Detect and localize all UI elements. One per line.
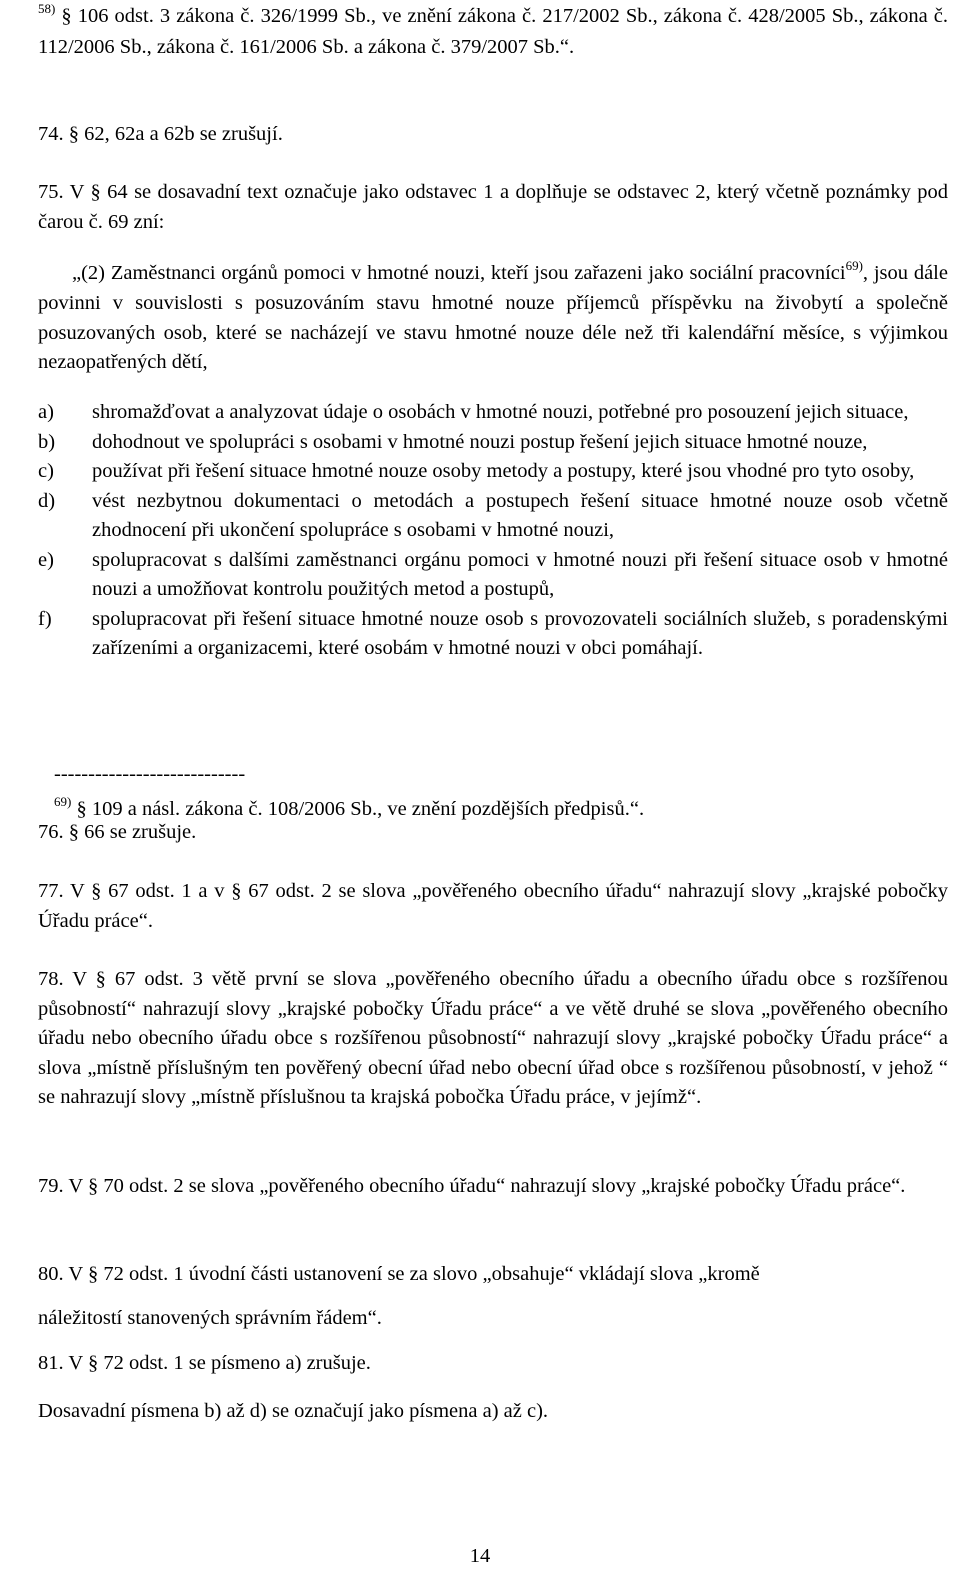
list-item-a <box>38 398 948 428</box>
list-label: c) <box>38 460 54 482</box>
quoted-paragraph <box>38 238 948 664</box>
point-76 <box>38 818 948 848</box>
quoted-intro-start: „(2) Zaměstnanci orgánů pomoci v hmotné nouzi, kteří jsou zařazeni jako sociální pracovníci <box>72 261 846 284</box>
list-item-f <box>38 605 948 664</box>
footnote-marker: 69) <box>54 794 72 809</box>
footnote-text: § 106 odst. 3 zákona č. 326/1999 Sb., ve znění zákona č. 217/2002 Sb., zákona č. 428/2005 Sb., zákona č. 112/2006 Sb., zákona č. 161/2006 Sb. a zákona č. 379/2007 Sb.“. <box>38 5 948 58</box>
list-text: spolupracovat s dalšími zaměstnanci orgánu pomoci v hmotné nouzi při řešení situace osob v hmotné nouzi a umožňovat kontrolu použitých metod a postupů, <box>92 548 948 600</box>
point-79-text: 79. V § 70 odst. 2 se slova „pověřeného obecního úřadu“ nahrazují slovy „krajské pobočky Úřadu práce“. <box>38 1175 906 1197</box>
point-80-line2: náležitostí stanovených správním řádem“. <box>38 1306 382 1329</box>
list-item-b <box>38 428 948 458</box>
list-label: a) <box>38 401 54 423</box>
list-text: vést nezbytnou dokumentaci o metodách a postupech řešení situace hmotné nouze osob včetně zhodnocení při ukončení spolupráce s osobami v hmotné nouzi, <box>92 489 948 541</box>
footnote-ref-69: 69) <box>845 257 863 273</box>
point-80-line1: 80. V § 72 odst. 1 úvodní části ustanovení se za slovo „obsahuje“ vkládají slova „kromě <box>38 1263 760 1285</box>
footnote-separator: ---------------------------- <box>54 763 246 785</box>
point-74 <box>38 120 948 150</box>
list-item-c <box>38 457 948 487</box>
list-item-e <box>38 546 948 605</box>
list-text: dohodnout ve spolupráci s osobami v hmotné nouzi postup řešení jejich situace hmotné nouze, <box>92 430 868 453</box>
point-75 <box>38 178 948 237</box>
list-text: používat při řešení situace hmotné nouze osoby metody a postupy, které jsou vhodné pro tyto osoby, <box>92 460 915 482</box>
list-label: f) <box>38 607 52 630</box>
point-78-text: 78. V § 67 odst. 3 větě první se slova „pověřeného obecního úřadu a obecního úřadu obce s rozšířenou působností“ nahrazují slovy „krajské pobočky Úřadu práce“ a ve větě druhé se slova „pověřeného obecního úřadu nebo obecního úřadu obce s rozšířenou působností“ nahrazují slovy „krajské pobočky Úřadu práce“ a slova „místně příslušným ten pověřený obecní úřad nebo obecní úřad obce s rozšířenou působností, v jehož “ se nahrazují slovy „místně příslušnou ta krajská pobočka Úřadu práce, v jejímž“. <box>38 968 948 1108</box>
point-79 <box>38 1172 948 1202</box>
list-text: spolupracovat při řešení situace hmotné nouze osob s provozovateli sociálních služeb, s poradenskými zařízeními a organizacemi, které osobám v hmotné nouzi v obci pomáhají. <box>92 607 948 659</box>
point-81 <box>38 1349 948 1379</box>
list-label: b) <box>38 430 56 453</box>
point-74-text: 74. § 62, 62a a 62b se zrušují. <box>38 123 283 145</box>
point-77 <box>38 877 948 936</box>
point-76-text: 76. § 66 se zrušuje. <box>38 821 197 843</box>
quoted-intro <box>38 259 948 378</box>
renumbering-note: Dosavadní písmena b) až d) se označují jako písmena a) až c). <box>38 1400 549 1422</box>
point-81-text: 81. V § 72 odst. 1 se písmeno a) zrušuje. <box>38 1352 371 1374</box>
footnote-58 <box>38 2 948 62</box>
page-number: 14 <box>469 1545 491 1567</box>
quoted-intro-end: , jsou dále povinni v souvislosti s posuzováním stavu hmotné nouze příjemců příspěvku na živobytí a společně posuzovaných osob, které se nacházejí ve stavu hmotné nouze déle než tři kalendářní měsíce, s výjimkou nezaopatřených dětí, <box>38 261 948 373</box>
list-label: d) <box>38 489 56 512</box>
list-label: e) <box>38 548 54 571</box>
footnote-marker: 58) <box>38 1 56 16</box>
point-75-text: 75. V § 64 se dosavadní text označuje jako odstavec 1 a doplňuje se odstavec 2, který včetně poznámky pod čarou č. 69 zní: <box>38 181 948 233</box>
list-item-d <box>38 487 948 546</box>
point-80 <box>38 1260 948 1333</box>
point-78 <box>38 965 948 1113</box>
point-77-text: 77. V § 67 odst. 1 a v § 67 odst. 2 se slova „pověřeného obecního úřadu“ nahrazují slovy „krajské pobočky Úřadu práce“. <box>38 880 948 932</box>
footnote-text: § 109 a násl. zákona č. 108/2006 Sb., ve znění pozdějších předpisů.“. <box>76 798 645 820</box>
list-text: shromažďovat a analyzovat údaje o osobách v hmotné nouzi, potřebné pro posouzení jejich situace, <box>92 401 909 423</box>
